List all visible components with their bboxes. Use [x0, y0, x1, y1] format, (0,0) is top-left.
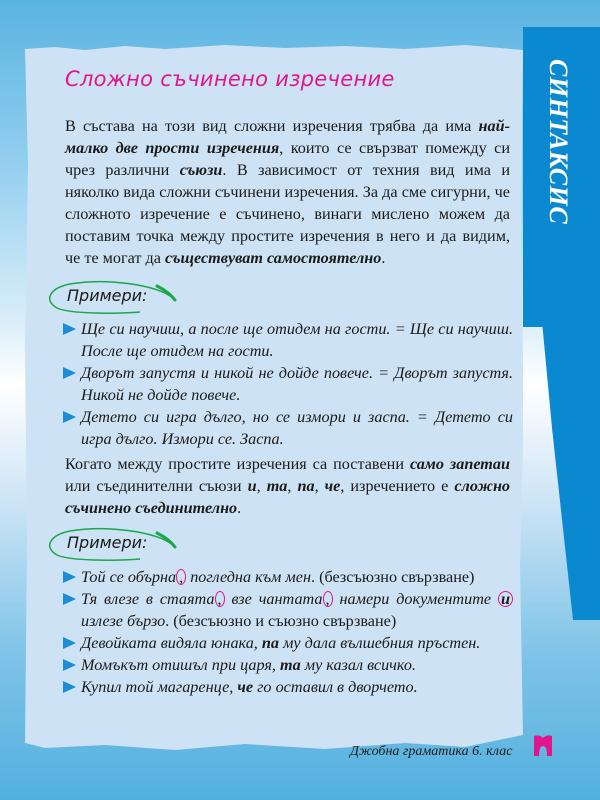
section-tab-label: СИНТАКСИС — [544, 59, 573, 225]
bullet-triangle-icon — [63, 637, 76, 649]
bullet-triangle-icon — [63, 323, 76, 335]
footer-book-title: Джобна граматика 6. клас — [350, 744, 513, 759]
list-item: Тя влезе в стаята , взе чантата , намери документите и излезе бързо. (безсъюзно и съюзно свързване) — [63, 588, 513, 632]
page-title: Сложно съчинено изречение — [65, 67, 395, 91]
bullet-triangle-icon — [63, 411, 76, 423]
book-logo-icon — [533, 734, 553, 758]
list-item: Девойката видяла юнака, па му дала вълшебния пръстен. — [63, 632, 513, 654]
emphasis: съществуват самостоятелно — [165, 249, 382, 267]
section-tab-tail — [540, 300, 600, 620]
bullet-triangle-icon — [63, 659, 76, 671]
list-item: Купил той магаренце, че го оставил в дворчето. — [63, 676, 513, 698]
bullet-triangle-icon — [63, 681, 76, 693]
examples-heading: Примери: — [45, 278, 185, 316]
circled-conjunction: и — [498, 591, 513, 607]
examples-list-2 — [63, 566, 513, 698]
circled-comma: , — [176, 569, 186, 585]
examples-heading: Примери: — [45, 525, 185, 563]
list-item: Ще си научиш, а после ще отидем на гости. = Ще си научиш. После ще отидем на гости. — [63, 318, 513, 362]
bullet-triangle-icon — [63, 593, 76, 605]
intro-paragraph: В състава на този вид сложни изречения трябва да има най-малко две прости изречения, които се свързват помежду си чрез различни съюзи. В зависимост от техния вид има и няколко вида сложни съчинени изречения. За да сме сигурни, че сложното изречение е съчинено, винаги мислено можем да поставим точка между простите изречения в него и да видим, че те могат да съществуват самостоятелно. — [65, 117, 510, 267]
circled-comma: , — [323, 591, 333, 607]
list-item: Момъкът отишъл при царя, та му казал всичко. — [63, 654, 513, 676]
list-item: Детето си игра дълго, но се измори и заспа. = Детето си игра дълго. Измори се. Заспа. — [63, 406, 513, 450]
emphasis: съюзи — [179, 161, 223, 179]
rule-paragraph: Когато между простите изречения са поставени само запетаи или съединителни съюзи и, та, па, че, изречението е сложно съчинено съединително. — [65, 455, 511, 517]
bullet-triangle-icon — [63, 367, 76, 379]
circled-comma: , — [215, 591, 225, 607]
bullet-triangle-icon — [63, 571, 76, 583]
emphasis: най-малко две прости изречения — [65, 117, 510, 157]
examples-list-1 — [63, 318, 513, 450]
list-item: Дворът запустя и никой не дойде повече. = Дворът запустя. Никой не дойде повече. — [63, 362, 513, 406]
list-item: Той се обърна , погледна към мен. (безсъюзно свързване) — [63, 566, 513, 588]
